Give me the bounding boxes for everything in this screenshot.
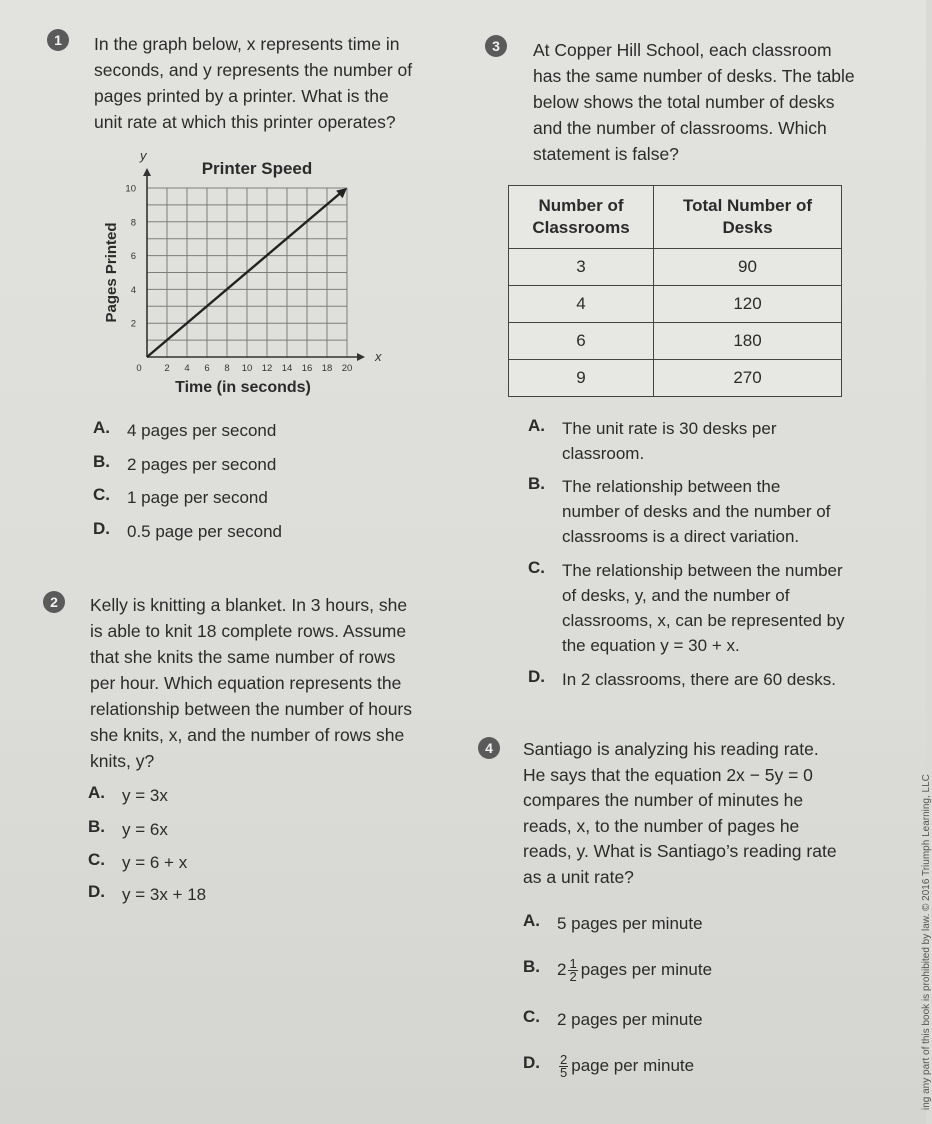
y-tick-label: 10 [125,183,136,195]
question-2-line: she knits, x, and the number of rows she [90,725,405,745]
choice-4b[interactable] [523,957,712,983]
question-4-line: compares the number of minutes he [523,790,804,810]
fraction-numerator: 1 [569,956,577,972]
choice-letter: A. [93,418,110,437]
choice-line: The unit rate is 30 desks per [562,419,777,438]
table-cell: 270 [654,360,842,397]
question-2-line: that she knits the same number of rows [90,647,396,667]
y-axis-label: Pages Printed [103,222,120,323]
y-tick-label: 6 [130,251,136,263]
question-4-badge: 4 [478,737,500,759]
table-cell: 120 [654,286,842,323]
x-tick-label: 12 [261,363,273,374]
header-line: Classrooms [532,218,630,237]
table-cell: 3 [509,249,654,286]
choice-text: 2 pages per minute [557,1010,703,1029]
question-3-line: statement is false? [533,144,679,164]
question-4-line: reads, y. What is Santiago’s reading rate [523,841,837,861]
choice-text [562,474,830,549]
mixed-number-whole: 2 [557,960,567,979]
choice-text: 0.5 page per second [127,522,283,541]
question-2-line: knits, y? [90,751,155,771]
x-tick-label: 0 [136,363,142,374]
choice-letter: D. [528,667,545,686]
choice-text: y = 6x [122,820,168,839]
question-4-line: He says that the equation 2x − 5y = 0 [523,764,813,785]
choice-letter: B. [523,957,540,976]
choice-text: y = 3x + 18 [122,885,207,904]
choice-text: In 2 classrooms, there are 60 desks. [562,670,837,689]
x-axis-arrow [357,353,365,361]
choice-letter: D. [88,882,105,901]
table-header-classrooms [509,186,654,249]
table-row [509,249,842,286]
fraction-denominator: 2 [569,969,577,985]
x-axis-letter: x [375,349,382,364]
header-line: Total Number of [682,196,813,215]
choice-letter: C. [88,850,105,869]
choice-line: classrooms, x, can be represented by [562,611,845,630]
question-2-badge: 2 [43,591,65,613]
choice-letter: C. [523,1007,540,1026]
choice-text: y = 6 + x [122,853,188,872]
choice-line: The relationship between the number [562,561,843,580]
choice-1a[interactable] [93,418,276,443]
fraction-denominator: 5 [560,1065,568,1081]
y-tick-label: 8 [130,217,136,229]
choice-1b[interactable] [93,452,276,477]
fraction-numerator: 2 [560,1052,568,1068]
question-3-line: and the number of classrooms. Which [533,118,827,138]
choice-line: the equation y = 30 + x. [562,636,740,655]
x-tick-label: 16 [301,363,313,374]
x-tick-label: 14 [281,363,293,374]
fraction [568,958,577,983]
question-3-line: At Copper Hill School, each classroom [533,40,832,60]
choice-2b[interactable] [88,817,168,842]
copyright-side-note: ing any part of this book is prohibited by law. © 2016 Triumph Learning, LLC [921,774,932,1110]
choice-2c[interactable] [88,850,187,875]
question-1-badge: 1 [47,29,69,51]
question-1-line: unit rate at which this printer operates? [94,112,396,132]
choice-letter: D. [523,1053,540,1072]
question-2-line: is able to knit 18 complete rows. Assume [90,621,407,641]
choice-3b[interactable] [528,474,830,549]
question-2-line: per hour. Which equation represents the [90,673,402,693]
choice-text [562,558,845,658]
header-line: Number of [538,196,624,215]
choice-letter: A. [528,416,545,435]
question-3-badge: 3 [485,35,507,57]
choice-1c[interactable] [93,485,268,510]
choice-3c[interactable] [528,558,845,658]
question-4-line: as a unit rate? [523,866,634,887]
choice-text [557,1053,694,1079]
y-tick-label: 2 [130,318,136,330]
fraction [559,1054,568,1079]
x-tick-label: 18 [321,363,333,374]
choice-text: 5 pages per minute [557,914,703,933]
choice-letter: C. [93,485,110,504]
choice-3a[interactable] [528,416,777,466]
table-row [509,286,842,323]
question-2-line: Kelly is knitting a blanket. In 3 hours, she [90,595,408,615]
x-tick-label: 6 [204,363,210,374]
table-cell: 90 [654,249,842,286]
choice-text: 2 pages per second [127,455,277,474]
series-line [147,190,344,357]
question-1-line: pages printed by a printer. What is the [94,86,389,106]
choice-line: The relationship between the [562,477,781,496]
table-cell: 4 [509,286,654,323]
printer-speed-chart [96,140,396,400]
question-3-text [533,37,855,167]
choice-text: 4 pages per second [127,421,277,440]
choice-line: classroom. [562,444,645,463]
x-axis-label: Time (in seconds) [175,379,311,396]
choice-letter: B. [528,474,545,493]
table-cell: 9 [509,360,654,397]
choice-3d[interactable] [528,667,836,692]
choice-letter: A. [88,783,105,802]
choice-text: y = 3x [122,786,168,805]
x-tick-label: 4 [184,363,190,374]
question-2-text [90,592,412,774]
choice-unit-text: page per minute [571,1056,695,1075]
question-3-line: has the same number of desks. The table [533,66,855,86]
desks-table [508,185,842,397]
x-tick-label: 8 [224,363,230,374]
table-header-row [509,186,842,249]
table-cell: 180 [654,323,842,360]
choice-line: number of desks and the number of [562,502,831,521]
y-axis-letter: y [140,148,147,163]
choice-letter: A. [523,911,540,930]
choice-4a[interactable] [523,911,703,936]
choice-4d[interactable] [523,1053,694,1079]
choice-4c[interactable] [523,1007,703,1032]
choice-text [557,957,712,983]
choice-unit-text: pages per minute [580,960,713,979]
question-1-line: seconds, and y represents the number of [94,60,413,80]
choice-letter: C. [528,558,545,577]
y-tick-label: 4 [130,284,136,296]
choice-text [562,416,777,466]
x-tick-label: 2 [164,363,170,374]
choice-letter: D. [93,519,110,538]
choice-line: of desks, y, and the number of [562,586,790,605]
question-4-line: reads, x, to the number of pages he [523,815,800,836]
table-row [509,323,842,360]
question-4-text [523,737,837,890]
question-2-line: relationship between the number of hours [90,699,413,719]
question-1-line: In the graph below, x represents time in [94,34,400,54]
choice-2a[interactable] [88,783,168,808]
choice-text: 1 page per second [127,488,268,507]
choice-1d[interactable] [93,519,282,544]
choice-letter: B. [93,452,110,471]
question-1-text [94,31,412,135]
table-header-desks [654,186,842,249]
choice-line: classrooms is a direct variation. [562,527,800,546]
x-tick-label: 20 [341,363,353,374]
header-line: Desks [722,218,773,237]
chart-title: Printer Speed [201,159,313,178]
table-row [509,360,842,397]
table-cell: 6 [509,323,654,360]
y-axis-arrow [143,168,151,176]
choice-letter: B. [88,817,105,836]
question-4-line: Santiago is analyzing his reading rate. [523,739,819,759]
choice-2d[interactable] [88,882,206,907]
question-3-line: below shows the total number of desks [533,92,835,112]
x-tick-label: 10 [241,363,253,374]
